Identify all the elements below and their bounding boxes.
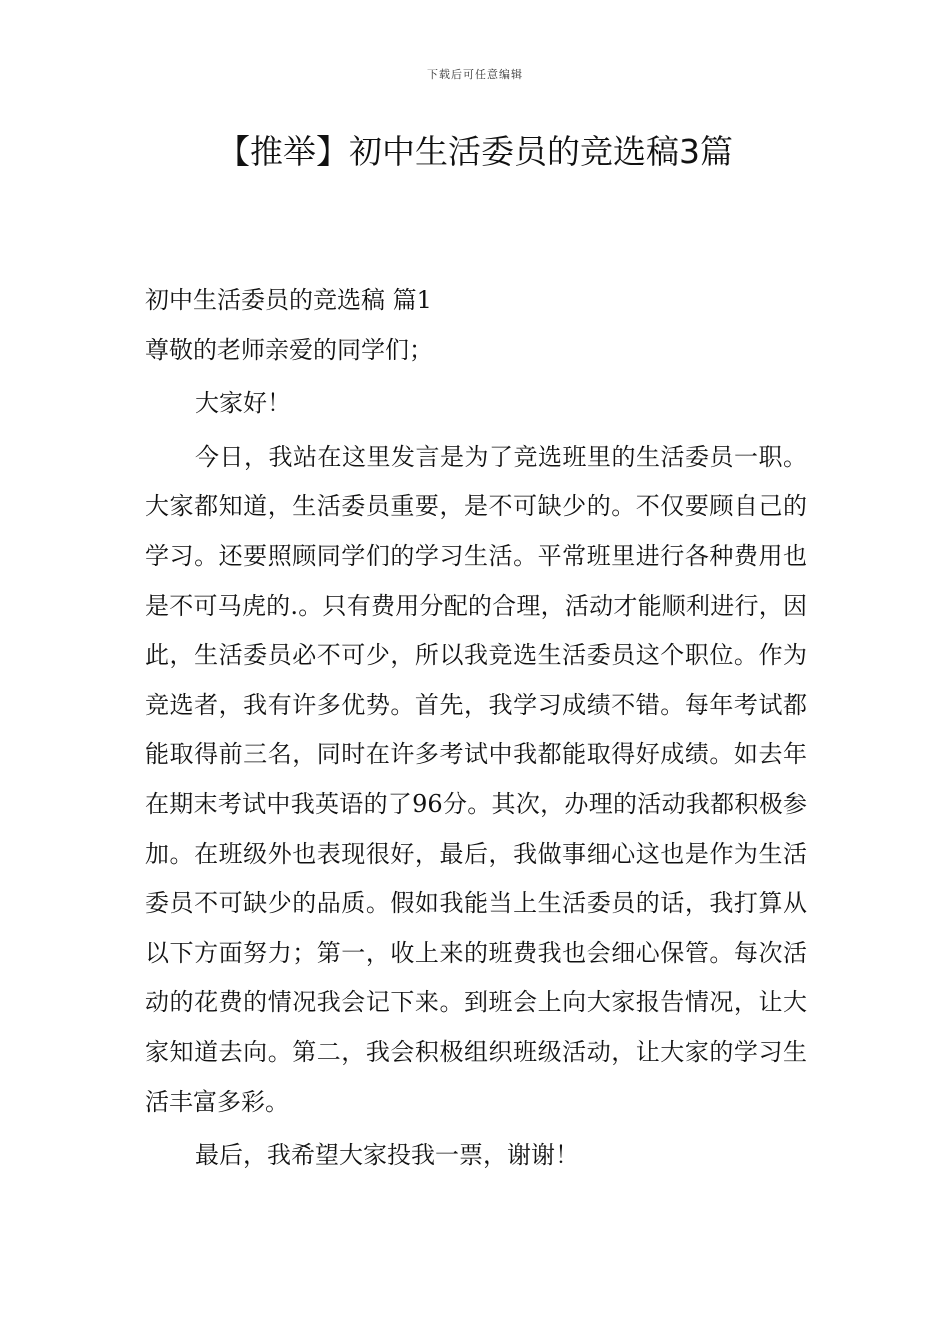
document-body <box>145 276 807 1181</box>
header-note: 下载后可任意编辑 <box>427 68 523 81</box>
main-paragraph: 今日，我站在这里发言是为了竞选班里的生活委员一职。大家都知道，生活委员重要，是不可缺少的。不仅要顾自己的学习。还要照顾同学们的学习生活。平常班里进行各种费用也是不可马虎的.。只有费用分配的合理，活动才能顺利进行，因此，生活委员必不可少，所以我竞选生活委员这个职位。作为竞选者，我有许多优势。首先，我学习成绩不错。每年考试都能取得前三名，同时在许多考试中我都能取得好成绩。如去年在期末考试中我英语的了96分。其次，办理的活动我都积极参加。在班级外也表现很好，最后，我做事细心这也是作为生活委员不可缺少的品质。假如我能当上生活委员的话，我打算从以下方面努力；第一，收上来的班费我也会细心保管。每次活动的花费的情况我会记下来。到班会上向大家报告情况，让大家知道去向。第二，我会积极组织班级活动，让大家的学习生活丰富多彩。 <box>145 442 807 1116</box>
document-title: 【推举】初中生活委员的竞选稿3篇 <box>217 132 733 171</box>
greeting: 大家好！ <box>195 389 291 418</box>
salutation: 尊敬的老师亲爱的同学们； <box>145 335 433 364</box>
section-heading: 初中生活委员的竞选稿 篇1 <box>145 286 432 314</box>
closing-line: 最后，我希望大家投我一票，谢谢！ <box>195 1141 579 1170</box>
